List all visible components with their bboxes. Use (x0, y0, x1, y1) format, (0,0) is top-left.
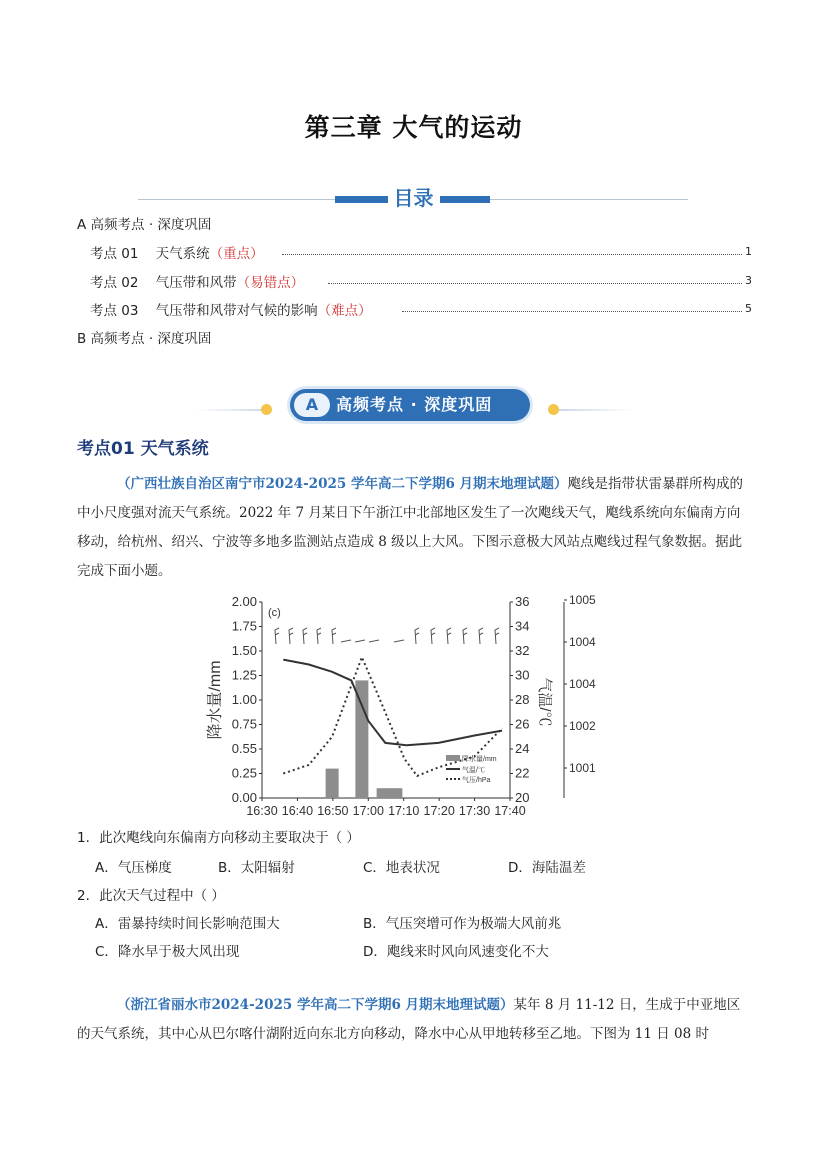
wind-barb (495, 628, 499, 644)
wind-barb (303, 628, 307, 644)
section-banner (290, 389, 530, 421)
y-right-tick-label: 1001 (569, 761, 596, 775)
y-left-tick-label: 1.75 (231, 618, 257, 634)
passage-2-source: （浙江省丽水市2024-2025 学年高二下学期6 月期末地理试题） (117, 997, 514, 1013)
precip-bar (355, 680, 368, 798)
wind-barb (369, 640, 379, 642)
y-right-tick-label: 1005 (569, 593, 596, 607)
banner-dot-left (261, 404, 272, 415)
y-mid-tick-label: 30 (515, 667, 530, 683)
wind-barb (394, 640, 404, 642)
x-tick-label: 16:30 (246, 804, 278, 818)
passage-1-text: 飑线是指带状雷暴群所构成的中小尺度强对流天气系统。2022 年 7 月某日下午浙江中北部地区发生了一次飑线天气，飑线系统向东偏南方向移动，给杭州、绍兴、宁波等多地多监测站点造成 8 级以上大风。下图示意极大风站点飑线过程气象数据。据此完成下面小题。 (77, 476, 744, 579)
x-tick-label: 17:40 (494, 804, 526, 818)
wind-barb (431, 628, 435, 644)
toc-section-a[interactable]: A 高频考点 · 深度巩固 (77, 217, 212, 233)
q2-option-d[interactable]: D．飑线来时风向风速变化不大 (363, 944, 549, 960)
wind-barb (289, 628, 293, 644)
y-left-tick-label: 0.25 (231, 765, 257, 781)
wind-barb (317, 628, 321, 644)
banner-dot-right (548, 404, 559, 415)
toc-entry-2[interactable]: 考点 02 气压带和风带（易错点） (90, 275, 305, 291)
wind-barb (355, 640, 365, 642)
kaodian-heading: 考点01 天气系统 (77, 439, 209, 459)
y-mid-tick-label: 36 (515, 594, 530, 609)
passage-1 (77, 470, 752, 586)
x-tick-label: 17:30 (458, 804, 491, 818)
q2-option-b[interactable]: B．气压突增可作为极端大风前兆 (363, 916, 562, 932)
precip-bar (377, 788, 390, 798)
x-tick-label: 16:40 (281, 804, 314, 818)
y-left-tick-label: 1.50 (231, 643, 257, 658)
wind-barb (332, 628, 336, 644)
x-tick-label: 16:50 (317, 804, 349, 818)
y-left-tick-label: 0.55 (231, 741, 257, 756)
page-title: 第三章 大气的运动 (304, 113, 523, 142)
y-right-tick-label: 1004 (569, 677, 596, 691)
y-mid-tick-label: 24 (515, 741, 530, 756)
passage-2-text: 某年 8 月 11-12 日，生成于中亚地区的天气系统，其中心从巴尔喀什湖附近向东北方向移动，降水中心从甲地转移至乙地。下图为 11 日 08 时 (77, 997, 741, 1042)
panel-label: (c) (268, 607, 281, 619)
toc-heading: 目录 (0, 182, 827, 211)
toc-leader-1 (282, 254, 742, 255)
toc-page-1: 1 (745, 245, 752, 258)
legend-label-pressure: 气压/hPa (462, 777, 491, 784)
y-right-tick-label: 1004 (569, 635, 596, 649)
wind-barb (415, 628, 419, 644)
wind-barb (275, 628, 279, 644)
y-left-tick-label: 0.75 (231, 716, 257, 732)
question-2-stem: 2．此次天气过程中（ ） (77, 888, 225, 904)
y-mid-tick-label: 20 (515, 790, 530, 805)
toc-section-b[interactable]: B 高频考点 · 深度巩固 (77, 331, 212, 347)
passage-2 (77, 991, 752, 1049)
y-left-tick-label: 2.00 (231, 594, 257, 609)
banner-line-left (195, 409, 270, 411)
precip-bar (389, 788, 402, 798)
squall-line-chart (200, 590, 596, 818)
question-1-stem: 1．此次飑线向东偏南方向移动主要取决于（ ） (77, 830, 360, 846)
legend-label-precip: 降水量/mm (462, 756, 497, 763)
q2-option-c[interactable]: C．降水早于极大风出现 (95, 944, 240, 960)
y-mid-tick-label: 32 (515, 643, 530, 658)
q1-option-c[interactable]: C．地表状况 (363, 860, 440, 876)
q1-option-a[interactable]: A．气压梯度 (95, 860, 172, 876)
wind-barb (479, 628, 483, 644)
y-left-label: 降水量/mm (207, 660, 224, 740)
y-left-tick-label: 1.25 (231, 667, 257, 683)
x-tick-label: 17:10 (388, 804, 420, 818)
legend-label-temp: 气温/℃ (462, 767, 485, 774)
toc-leader-2 (328, 283, 742, 284)
q2-option-a[interactable]: A．雷暴持续时间长影响范围大 (95, 916, 280, 932)
temperature-line (283, 660, 502, 746)
wind-barb (341, 640, 351, 642)
legend-swatch-precip (446, 755, 460, 761)
wind-barb (447, 628, 451, 644)
passage-1-source: （广西壮族自治区南宁市2024-2025 学年高二下学期6 月期末地理试题） (117, 476, 568, 492)
toc-entry-3[interactable]: 考点 03 气压带和风带对气候的影响（难点） (90, 303, 372, 319)
x-tick-label: 17:00 (352, 804, 384, 818)
y-right-tick-label: 1002 (569, 719, 596, 733)
toc-entry-1[interactable]: 考点 01 天气系统（重点） (90, 246, 264, 262)
y-left-tick-label: 0.00 (231, 790, 257, 805)
y-mid-tick-label: 34 (515, 618, 530, 634)
y-mid-label: 气温/℃ (536, 677, 553, 727)
q1-option-d[interactable]: D．海陆温差 (508, 860, 586, 876)
y-left-tick-label: 1.00 (231, 692, 257, 707)
q1-option-b[interactable]: B．太阳辐射 (218, 860, 295, 876)
toc-page-3: 5 (745, 302, 752, 315)
precip-bar (326, 769, 339, 798)
wind-barb (463, 628, 467, 644)
y-mid-tick-label: 28 (515, 692, 530, 707)
banner-text: 高频考点 · 深度巩固 (336, 395, 493, 414)
y-mid-tick-label: 26 (515, 716, 530, 732)
banner-line-right (558, 409, 633, 411)
y-mid-tick-label: 22 (515, 765, 530, 781)
banner-letter: A (294, 393, 330, 417)
x-tick-label: 17:20 (423, 804, 455, 818)
toc-leader-3 (402, 311, 742, 312)
toc-page-2: 3 (745, 274, 752, 287)
